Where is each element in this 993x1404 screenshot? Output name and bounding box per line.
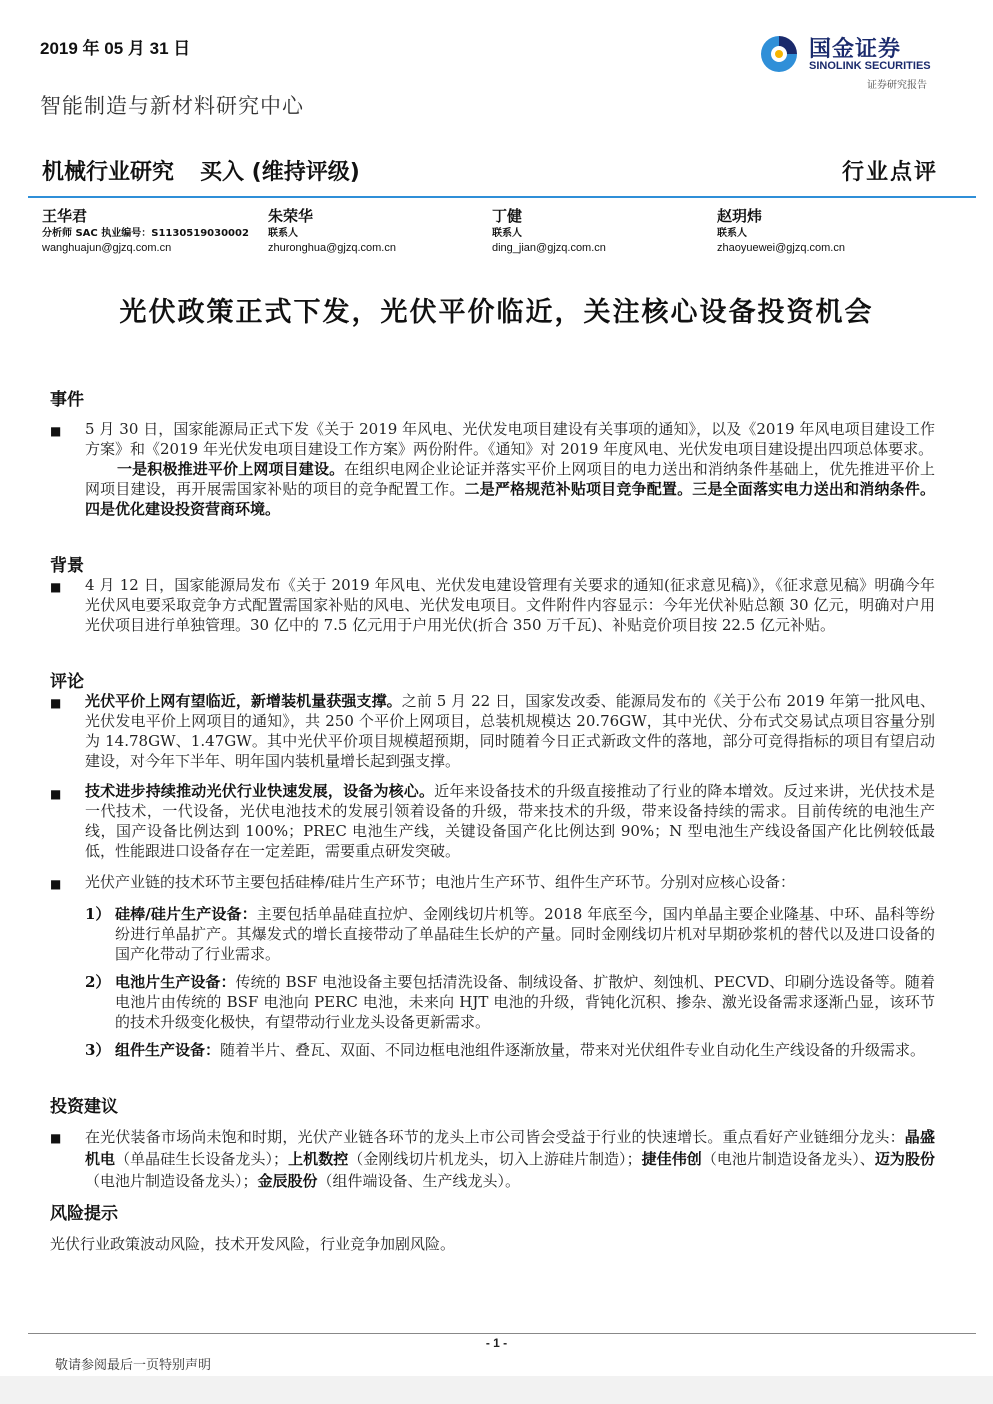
analyst-email: ding_jian@gjzq.com.cn [492, 242, 606, 254]
sub-item-2 [85, 972, 935, 1032]
stock-jingsheng: 晶盛机电 [85, 1128, 935, 1168]
analyst-name: 朱荣华 [268, 207, 314, 225]
logo-english-name: SINOLINK SECURITIES [809, 60, 931, 72]
comment-1-text: 之前 5 月 22 日，国家发改委、能源局发布的《关于公布 2019 年第一批风电、光伏发电平价上网项目的通知》，共 250 个平价上网项目，总装机规模达 20.76GW，其中光伏、分布式交易试点项目容量分别为 14.78GW、1.47GW。其中光伏平价项目规模超预期，同时随着今日正式新政文件的落地，部分可竞得指标的项目有望启动建设，对今年下半年、明年国内装机量增长起到强支撑。 [85, 692, 935, 770]
sub-item-3-text: 随着半片、叠瓦、双面、不同边框电池组件逐渐放量，带来对光伏组件专业自动化生产线设备的升级需求。 [220, 1041, 926, 1059]
analyst-4 [717, 209, 845, 255]
section-heading-event: 事件 [50, 390, 84, 410]
header-divider [28, 196, 976, 198]
analyst-name: 赵玥炜 [717, 207, 763, 225]
stock-jiejia: 捷佳伟创 [641, 1150, 702, 1168]
footer-divider [28, 1333, 976, 1334]
logo-subtitle: 证券研究报告 [867, 80, 927, 91]
analyst-role: 分析师 SAC 执业编号：S1130519030002 [42, 228, 249, 239]
invest-text-3: （金刚线切片机龙头，切入上游硅片制造）； [348, 1150, 642, 1168]
sub-item-1-text: 主要包括单晶硅直拉炉、金刚线切片机等。2018 年底至今，国内单晶主要企业隆基、中环、晶科等纷纷进行单晶扩产。其爆发式的增长直接带动了单晶硅生长炉的产量。同时金刚线切片机对早期砂浆机的替代以及进口设备的国产化带动了行业需求。 [115, 905, 935, 963]
sub-item-3 [85, 1040, 935, 1060]
bullet-icon: ■ [50, 877, 62, 891]
comment-2-lead: 技术进步持续推动光伏行业快速发展，设备为核心。 [85, 782, 435, 800]
stock-jinchen: 金辰股份 [257, 1172, 318, 1190]
event-points-2-4: 二是严格规范补贴项目竞争配置。三是全面落实电力送出和消纳条件。四是优化建设投资营商环境。 [85, 480, 935, 518]
stock-maiwei: 迈为股份 [874, 1150, 935, 1168]
research-center: 智能制造与新材料研究中心 [40, 94, 304, 118]
analyst-name: 丁健 [492, 207, 523, 225]
page-number: - 1 - [485, 1336, 508, 1350]
comment-paragraph-2 [85, 781, 935, 861]
background-paragraph: 4 月 12 日，国家能源局发布《关于 2019 年风电、光伏发电建设管理有关要求的通知(征求意见稿)》，《征求意见稿》明确今年光伏风电要采取竞争方式配置需国家补贴的风电、光伏发电项目。文件附件内容显示：今年光伏补贴总额 30 亿元，明确对户用光伏项目进行单独管理。30 亿中的 7.5 亿元用于户用光伏(折合 350 万千瓦)、补贴竞价项目按 22.5 亿元补贴。 [85, 576, 935, 634]
invest-text-6: （组件端设备、生产线龙头）。 [317, 1172, 521, 1190]
invest-text-1: 在光伏装备市场尚未饱和时期，光伏产业链各环节的龙头上市公司皆会受益于行业的快速增长。重点看好产业链细分龙头： [85, 1128, 905, 1146]
analyst-email: zhaoyuewei@gjzq.com.cn [717, 242, 845, 254]
section-heading-invest: 投资建议 [50, 1097, 118, 1117]
industry-label: 机械行业研究 [42, 160, 175, 185]
sub-item-3-lead: 组件生产设备： [115, 1041, 221, 1059]
sub-item-1 [85, 904, 935, 964]
logo-mark-icon [757, 32, 801, 76]
bullet-icon: ■ [50, 787, 62, 801]
comment-1-lead: 光伏平价上网有望临近，新增装机量获强支撑。 [85, 692, 402, 710]
sub-item-2-text: 传统的 BSF 电池设备主要包括清洗设备、制绒设备、扩散炉、刻蚀机、PECVD、印刷分选设备等。随着电池片由传统的 BSF 电池向 PERC 电池，未来向 HJT 电池的升级，背钝化沉积、掺杂、激光设备需求逐渐凸显，该环节的技术升级变化极快，有望带动行业龙头设备更新需求。 [115, 973, 935, 1031]
event-text-2 [85, 459, 935, 519]
bullet-icon: ■ [50, 580, 62, 594]
sub-item-2-number: 2） [85, 973, 111, 991]
rating-line [42, 155, 386, 186]
footer-disclaimer: 敬请参阅最后一页特别声明 [55, 1358, 212, 1373]
analyst-1 [42, 209, 249, 255]
analyst-role: 联系人 [492, 228, 522, 239]
analyst-role: 联系人 [717, 228, 747, 239]
sub-item-1-number: 1） [85, 905, 111, 923]
stock-shangji: 上机数控 [288, 1150, 349, 1168]
invest-text-4: （电池片制造设备龙头）、 [701, 1150, 875, 1168]
risk-text: 光伏行业政策波动风险，技术开发风险，行业竞争加剧风险。 [50, 1235, 456, 1253]
section-heading-risk: 风险提示 [50, 1204, 118, 1224]
invest-text-2: （单晶硅生长设备龙头）； [115, 1150, 289, 1168]
section-heading-comment: 评论 [50, 672, 84, 692]
sinolink-logo [757, 30, 947, 90]
analyst-email: zhuronghua@gjzq.com.cn [268, 242, 396, 254]
bottom-bar [0, 1376, 993, 1404]
comment-2-text: 近年来设备技术的升级直接推动了行业的降本增效。反过来讲，光伏技术是一代技术，一代设备，光伏电池技术的发展引领着设备的升级，带来技术的升级，带来设备持续的需求。目前传统的电池生产线，国产设备比例达到 100%；PREC 电池生产线，关键设备国产化比例达到 90%；N 型电池生产线设备国产化比例较低最低，性能跟进口设备存在一定差距，需要重点研发突破。 [85, 782, 935, 860]
event-text-1: 5 月 30 日，国家能源局正式下发《关于 2019 年风电、光伏发电项目建设有关事项的通知》，以及《2019 年风电项目建设工作方案》和《2019 年光伏发电项目建设工作方案》两份附件。《通知》对 2019 年度风电、光伏发电项目建设提出四项总体要求。 [85, 420, 935, 458]
analyst-role: 联系人 [268, 228, 298, 239]
analyst-name: 王华君 [42, 207, 88, 225]
sub-item-2-lead: 电池片生产设备： [115, 973, 236, 991]
sub-item-3-number: 3） [85, 1041, 111, 1059]
sub-item-1-lead: 硅棒/硅片生产设备： [115, 905, 257, 923]
comment-paragraph-3: 光伏产业链的技术环节主要包括硅棒/硅片生产环节；电池片生产环节、组件生产环节。分别对应核心设备： [85, 873, 796, 891]
comment-paragraph-1 [85, 691, 935, 771]
analyst-2 [268, 209, 396, 255]
report-title: 光伏政策正式下发，光伏平价临近，关注核心设备投资机会 [119, 297, 874, 328]
bullet-icon: ■ [50, 424, 62, 438]
rating-label: 买入 (维持评级) [200, 160, 360, 185]
event-paragraph [85, 419, 935, 519]
bullet-icon: ■ [50, 1131, 62, 1145]
event-point-1: 一是积极推进平价上网项目建设。 [117, 460, 345, 478]
report-date: 2019 年 05 月 31 日 [40, 39, 191, 58]
section-heading-background: 背景 [50, 556, 84, 576]
bullet-icon: ■ [50, 696, 62, 710]
logo-chinese-name: 国金证券 [809, 37, 902, 62]
analyst-3 [492, 209, 606, 255]
analyst-email: wanghuajun@gjzq.com.cn [42, 242, 172, 254]
invest-text-5: （电池片制造设备龙头）； [85, 1172, 258, 1190]
event-point-1-detail: 在组织电网企业论证并落实平价上网项目的电力送出和消纳条件基础上，优先推进平价上网项目建设，再开展需国家补贴的项目的竞争配置工作。 [85, 460, 935, 498]
invest-paragraph [85, 1126, 935, 1192]
report-type: 行业点评 [841, 160, 938, 185]
